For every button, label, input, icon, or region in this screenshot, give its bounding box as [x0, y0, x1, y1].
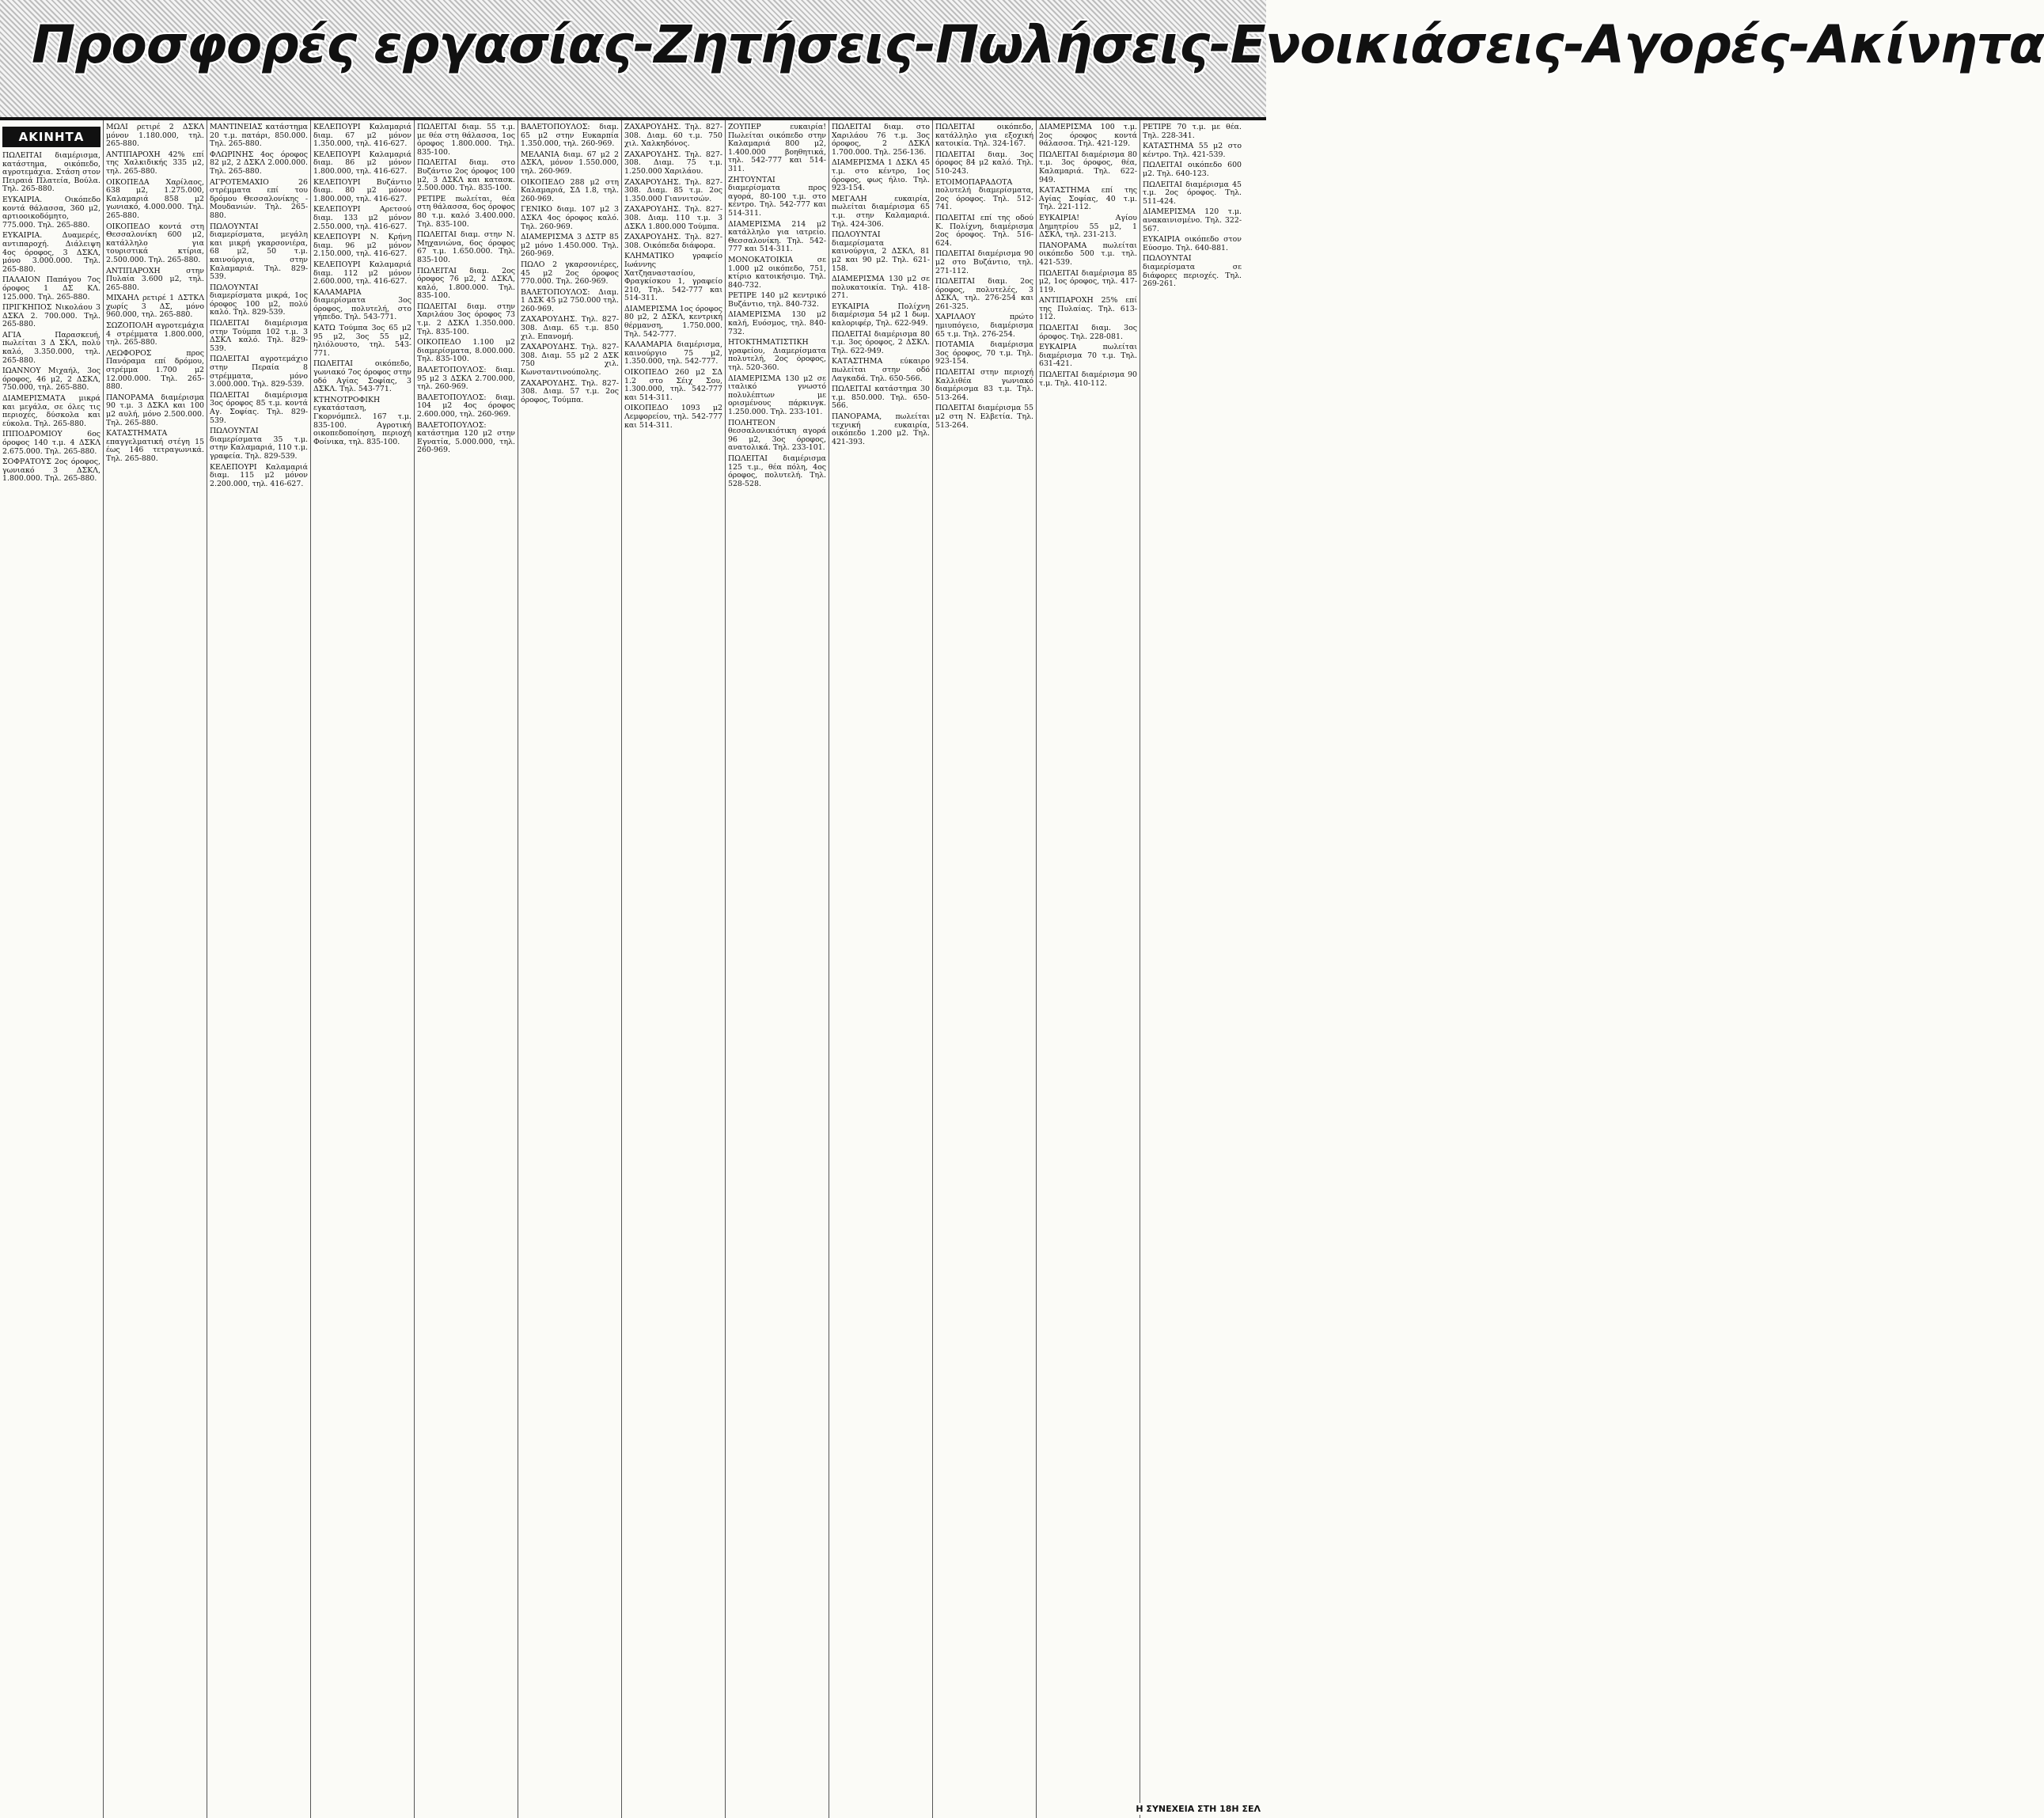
classified-ad: ΠΩΛΕΙΤΑΙ διαμέρισμα 80 τ.μ. 3ος όροφος, θέα, Καλαμαριά. Τηλ. 622-949.: [1039, 150, 1137, 184]
classified-ad: ΠΩΛΕΙΤΑΙ επί της οδού Κ. Πολίχνη, διαμέρισμα 2ος όροφος. Τηλ. 516-624.: [935, 213, 1033, 248]
classified-ad: ΚΕΛΕΠΟΥΡΙ Καλαμαριά διαμ. 67 μ2 μόνον 1.350.000, τηλ. 416-627.: [313, 123, 411, 149]
banner-title: Προσφορές εργασίας-Ζητήσεις-Πωλήσεις-Ενοικιάσεις-Αγορές-Ακίνητα: [32, 14, 2044, 75]
classified-ad: ΕΤΟΙΜΟΠΑΡΑΔΟΤΑ πολυτελή διαμερίσματα, 2ος όροφος. Τηλ. 512-741.: [935, 177, 1033, 212]
classified-ad: ΖΗΤΟΥΝΤΑΙ διαμερίσματα προς αγορά, 80-100 τ.μ. στο κέντρο. Τηλ. 542-777 και 514-311.: [728, 175, 826, 218]
classified-ad: ΕΥΚΑΙΡΙΑ. Δυαμερές, αντιπαροχή. Διάλειψη 4ος όροφος, 3 ΔΣΚΛ, μόνο 3.000.000. Τηλ. 265-880.: [2, 231, 100, 274]
classified-ad: ΖΑΧΑΡΟΥΔΗΣ. Τηλ. 827-308. Διαμ. 110 τ.μ. 3 ΔΣΚΛ 1.800.000 Τούμπα.: [624, 205, 722, 231]
classified-ad: ΟΙΚΟΠΕΔΟ 1093 μ2 Λεμφορείου, τηλ. 542-777 και 514-311.: [624, 404, 722, 430]
classified-ad: ΟΙΚΟΠΕΔΟ 260 μ2 ΣΔ 1.2 στο Σέιχ Σου, 1.300.000, τηλ. 542-777 και 514-311.: [624, 368, 722, 402]
classified-ad: ΠΩΛΕΙΤΑΙ οικόπεδο, κατάλληλο για εξοχική κατοικία. Τηλ. 324-167.: [935, 123, 1033, 149]
classified-ad: ΠΩΛΟΥΝΤΑΙ διαμερίσματα σε διάφορες περιοχές. Τηλ. 269-261.: [1143, 254, 1242, 289]
classified-ad: ΚΑΤΑΣΤΗΜΑ 55 μ2 στο κέντρο. Τηλ. 421-539.: [1143, 142, 1242, 159]
classified-ad: ΚΕΛΕΠΟΥΡΙ Ν. Κρήνη διαμ. 96 μ2 μόνον 2.150.000, τηλ. 416-627.: [313, 233, 411, 259]
classified-ad: ΑΓΡΟΤΕΜΑΧΙΟ 26 στρέμματα επί του δρόμου Θεσσαλονίκης - Μουδανιών. Τηλ. 265-880.: [210, 177, 308, 220]
classified-ad: ΠΩΛΕΙΤΑΙ διαμ. 55 τ.μ. με θέα στη θάλασσα, 1ος όροφος 1.800.000. Τηλ. 835-100.: [417, 123, 515, 157]
classified-ad: ΠΟΛΗΤΕΟΝ θεσσαλονικιότικη αγορά 96 μ2, 3ος όροφος, ανατολικά. Τηλ. 233-101.: [728, 418, 826, 453]
classified-ad: ΠΩΛΟΥΝΤΑΙ διαμερίσματα μικρά, 1ος όροφος 100 μ2, πολύ καλό. Τηλ. 829-539.: [210, 283, 308, 317]
column-12: [1140, 120, 1244, 1818]
classified-ad: ΡΕΤΙΡΕ 140 μ2 κεντρικό Βυζάντιο, τηλ. 840-732.: [728, 291, 826, 309]
classified-ad: ΙΩΑΝΝΟΥ Μιχαήλ, 3ος όροφος, 46 μ2, 2 ΔΣΚΛ, 750.000, τηλ. 265-880.: [2, 366, 100, 393]
continuation-note: Η ΣΥΝΕΧΕΙΑ ΣΤΗ 18Η ΣΕΛ: [1133, 1803, 1263, 1815]
classified-ad: ΠΩΛΕΙΤΑΙ διαμ. στην Ν. Μηχανιώνα, 6ος όροφος 67 τ.μ. 1.650.000. Τηλ. 835-100.: [417, 230, 515, 264]
classified-ad: ΚΕΛΕΠΟΥΡΙ Καλαμαριά διαμ. 115 μ2 μόνον 2.200.000, τηλ. 416-627.: [210, 462, 308, 488]
classified-ad: ΡΕΤΙΡΕ 70 τ.μ. με θέα. Τηλ. 228-341.: [1143, 123, 1242, 140]
classified-ad: ΠΑΝΟΡΑΜΑ πωλείται οικόπεδο 500 τ.μ. τηλ. 421-539.: [1039, 241, 1137, 267]
classified-ad: ΓΕΝΙΚΟ διαμ. 107 μ2 3 ΔΣΚΛ 4ος όροφος καλό. Τηλ. 260-969.: [521, 205, 619, 231]
classified-ad: ΠΩΛΕΙΤΑΙ διαμέρισμα 55 μ2 στη Ν. Ελβετία. Τηλ. 513-264.: [935, 404, 1033, 430]
classified-ad: ΕΥΚΑΙΡΙΑ οικόπεδο στον Εύοσμο. Τηλ. 640-881.: [1143, 235, 1242, 252]
classified-ad: ΔΙΑΜΕΡΙΣΜΑ 130 μ2 σε ιταλικό γνωστό πολυλέπτων με ορισμένους πάρκινγκ. 1.250.000. Τηλ. 233-101.: [728, 374, 826, 416]
classified-ad: ΠΩΛΕΙΤΑΙ οικόπεδο 600 μ2. Τηλ. 640-123.: [1143, 161, 1242, 178]
column-2: [104, 120, 207, 1818]
classified-ad: ΚΑΤΩ Τούμπα 3ος 65 μ2 95 μ2, 3ος 55 μ2, ηλιόλουστο, τηλ. 543-771.: [313, 324, 411, 358]
classified-ad: ΠΩΛΕΙΤΑΙ διαμ. 2ος όροφος, πολυτελές, 3 ΔΣΚΛ, τηλ. 276-254 και 261-325.: [935, 277, 1033, 311]
column-4: [311, 120, 415, 1818]
classified-ad: ΠΟΤΑΜΙΑ διαμέρισμα 3ος όροφος, 70 τ.μ. Τηλ. 923-154.: [935, 340, 1033, 366]
classified-ad: ΕΥΚΑΙΡΙΑ Πολίχνη διαμέρισμα 54 μ2 1 δωμ. καλοριφέρ, Τηλ. 622-949.: [832, 302, 930, 328]
classified-ad: ΑΝΤΙΠΑΡΟΧΗ 42% επί της Χαλκιδικής 335 μ2, τηλ. 265-880.: [106, 150, 204, 176]
classified-ad: ΚΕΛΕΠΟΥΡΙ Καλαμαριά διαμ. 86 μ2 μόνον 1.800.000, τηλ. 416-627.: [313, 150, 411, 176]
classified-ad: ΚΤΗΝΟΤΡΟΦΙΚΗ εγκατάσταση, Γκορνόμπελ. 167 τ.μ. 835-100. Αγροτική οικοπεδοποίηση, περιοχή Φοίνικα, τηλ. 835-100.: [313, 395, 411, 446]
classified-ad: ΟΙΚΟΠΕΔΟ 288 μ2 στη Καλαμαριά, ΣΔ 1.8, τηλ. 260-969.: [521, 177, 619, 203]
classified-ad: ΖΑΧΑΡΟΥΔΗΣ. Τηλ. 827-308. Διαμ. 75 τ.μ. 1.250.000 Χαριλάου.: [624, 150, 722, 176]
classified-ad: ΔΙΑΜΕΡΙΣΜΑ 130 μ2 καλή, Ευόσμος, τηλ. 840-732.: [728, 310, 826, 336]
classified-ad: ΑΓΙΑ Παρασκευή, πωλείται 3 Δ ΣΚΛ, πολύ καλό, 3.350.000, τηλ. 265-880.: [2, 330, 100, 365]
classified-ad: ΠΩΛΕΙΤΑΙ διαμέρισμα 45 τ.μ. 2ος όροφος. Τηλ. 511-424.: [1143, 180, 1242, 206]
classified-ad: ΒΑΛΕΤΟΠΟΥΛΟΣ: κατάστημα 120 μ2 στην Εγνατία, 5.000.000, τηλ. 260-969.: [417, 420, 515, 455]
classified-ad: ΣΟΦΡΑΤΟΥΣ 2ος όροφος, γωνιακό 3 ΔΣΚΛ, 1.800.000. Τηλ. 265-880.: [2, 457, 100, 484]
classified-ad: ΒΑΛΕΤΟΠΟΥΛΟΣ: διαμ. 104 μ2 4ος όροφος 2.600.000, τηλ. 260-969.: [417, 393, 515, 419]
classified-ad: ΖΑΧΑΡΟΥΔΗΣ. Τηλ. 827-308. Οικόπεδα διάφορα.: [624, 233, 722, 250]
classified-ad: ΠΩΛΕΙΤΑΙ διαμ. 2ος όροφος 76 μ2, 2 ΔΣΚΛ, καλό, 1.800.000. Τηλ. 835-100.: [417, 266, 515, 301]
classified-ad: ΟΙΚΟΠΕΔΟ κοντά στη Θεσσαλονίκη 600 μ2, κατάλληλο για τουριστικά κτίρια, 2.500.000. Τηλ. 265-880.: [106, 222, 204, 264]
column-11: [1037, 120, 1140, 1818]
classified-ad: ΔΙΑΜΕΡΙΣΜΑ 214 μ2 κατάλληλο για ιατρείο. Θεσσαλονίκη. Τηλ. 542-777 και 514-311.: [728, 219, 826, 254]
classified-ad: ΔΙΑΜΕΡΙΣΜΑ 1 ΔΣΚΛ 45 τ.μ. στο κέντρο, 1ος όροφος, φως ήλιο. Τηλ. 923-154.: [832, 158, 930, 193]
classified-ad: ΠΩΛΕΙΤΑΙ αγροτεμάχιο στην Περαία 8 στρέμματα, μόνο 3.000.000. Τηλ. 829-539.: [210, 355, 308, 389]
classified-ad: ΚΑΛΑΜΑΡΙΑ διαμερίσματα 3ος όροφος, πολυτελή, στο γήπεδο. Τηλ. 543-771.: [313, 287, 411, 322]
classified-ad: ΗΤΟΚΤΗΜΑΤΙΣΤΙΚΗ γραφείου, Διαμερίσματα πολυτελή, 2ος όροφος, τηλ. 520-360.: [728, 338, 826, 373]
classified-ad: ΖΑΧΑΡΟΥΔΗΣ. Τηλ. 827-308. Διαμ. 60 τ.μ. 750 χιλ. Χαλκηδόνος.: [624, 123, 722, 149]
column-9: [829, 120, 933, 1818]
classified-ad: ΡΕΤΙΡΕ πωλείται, θέα στη θάλασσα, 6ος όροφος 80 τ.μ. καλό 3.400.000. Τηλ. 835-100.: [417, 194, 515, 229]
classified-ad: ΠΑΛΑΙΟΝ Παπάγου 7ος όροφος 1 ΔΣ ΚΛ. 125.000. Τηλ. 265-880.: [2, 275, 100, 302]
classified-ad: ΔΙΑΜΕΡΙΣΜΑΤΑ μικρά και μεγάλα, σε όλες τις περιοχές, δύσκολα και εύκολα. Τηλ. 265-880.: [2, 394, 100, 428]
classified-ad: ΠΩΛΟΥΝΤΑΙ διαμερίσματα, μεγάλη και μικρή γκαρσονιέρα, 68 μ2, 50 τ.μ. καινούργια, στην Καλαμαριά. Τηλ. 829-539.: [210, 222, 308, 282]
classified-ad: ΕΥΚΑΙΡΙΑ! Αγίου Δημητρίου 55 μ2, 1 ΔΣΚΛ, τηλ. 231-213.: [1039, 213, 1137, 240]
classified-ad: ΔΙΑΜΕΡΙΣΜΑ 1ος όροφος 80 μ2, 2 ΔΣΚΛ, κεντρική θέρμανση, 1.750.000. Τηλ. 542-777.: [624, 304, 722, 339]
classified-ad: ΖΑΧΑΡΟΥΔΗΣ. Τηλ. 827-308. Διαμ. 85 τ.μ. 2ος 1.350.000 Γιαννιτσών.: [624, 177, 722, 203]
classified-ad: ΟΙΚΟΠΕΔΑ Χαρίλαος, 638 μ2, 1.275.000, Καλαμαριά 858 μ2 γωνιακό, 4.000.000. Τηλ. 265-880.: [106, 177, 204, 220]
classified-ad: ΔΙΑΜΕΡΙΣΜΑ 120 τ.μ. ανακαινισμένο. Τηλ. 322-567.: [1143, 207, 1242, 233]
classified-ad: ΜΑΝΤΙΝΕΙΑΣ κατάστημα 20 τ.μ. πατάρι, 850.000. Τηλ. 265-880.: [210, 123, 308, 149]
classified-ad: ΠΩΛΟ 2 γκαρσονιέρες, 45 μ2 2ος όροφος 770.000. Τηλ. 260-969.: [521, 260, 619, 287]
classified-ad: ΕΥΚΑΙΡΙΑ πωλείται διαμέρισμα 70 τ.μ. Τηλ. 631-421.: [1039, 343, 1137, 369]
classified-ad: ΦΛΩΡΙΝΗΣ 4ος όροφος 82 μ2, 2 ΔΣΚΛ 2.000.000. Τηλ. 265-880.: [210, 150, 308, 176]
classified-ad: ΠΩΛΕΙΤΑΙ οικόπεδο, γωνιακό 7ος όροφος στην οδό Αγίας Σοφίας, 3 ΔΣΚΛ. Τηλ. 543-771.: [313, 359, 411, 394]
classified-ad: ΠΩΛΕΙΤΑΙ διαμ. στην Χαριλάου 3ος όροφος 73 τ.μ. 2 ΔΣΚΛ 1.350.000. Τηλ. 835-100.: [417, 302, 515, 336]
column-6: [518, 120, 622, 1818]
classified-ad: ΚΑΛΑΜΑΡΙΑ διαμέρισμα, καινούργιο 75 μ2, 1.350.000, τηλ. 542-777.: [624, 340, 722, 366]
classified-ad: ΠΩΛΕΙΤΑΙ κατάστημα 30 τ.μ. 850.000. Τηλ. 650-566.: [832, 385, 930, 411]
classified-ad: ΠΩΛΕΙΤΑΙ διαμ. 3ος όροφος. Τηλ. 228-081.: [1039, 324, 1137, 341]
classified-ad: ΑΝΤΙΠΑΡΟΧΗ στην Πυλαία 3.600 μ2, τηλ. 265-880.: [106, 266, 204, 292]
classified-ad: ΠΩΛΕΙΤΑΙ διαμέρισμα 3ος όροφος 85 τ.μ. κοντά Αγ. Σοφίας. Τηλ. 829-539.: [210, 390, 308, 425]
column-10: [933, 120, 1037, 1818]
classified-ad: ΖΑΧΑΡΟΥΔΗΣ. Τηλ. 827-308. Διαμ. 57 τ.μ. 2ος όροφος, Τούμπα.: [521, 378, 619, 404]
classified-ad: ΒΑΛΕΤΟΠΟΥΛΟΣ: διαμ. 95 μ2 3 ΔΣΚΛ 2.700.000, τηλ. 260-969.: [417, 366, 515, 392]
classified-ad: ΒΑΛΕΤΟΠΟΥΛΟΣ: Διαμ. 1 ΔΣΚ 45 μ2 750.000 τηλ. 260-969.: [521, 287, 619, 313]
classified-ad: ΠΡΙΓΚΗΠΟΣ Νικολάου 3 ΔΣΚΛ 2. 700.000. Τηλ. 265-880.: [2, 303, 100, 329]
column-1: [0, 120, 104, 1818]
classified-ad: ΚΑΤΑΣΤΗΜΑ εύκαιρο πωλείται στην οδό Λαγκαδά. Τηλ. 650-566.: [832, 357, 930, 383]
page-banner: [0, 0, 2044, 120]
classified-ad: ΧΑΡΙΛΑΟΥ πρώτο ημιυπόγειο, διαμέρισμα 65 τ.μ. Τηλ. 276-254.: [935, 313, 1033, 339]
classified-ad: ΣΩΖΟΠΟΛΗ αγροτεμάχια 4 στρέμματα 1.800.000, τηλ. 265-880.: [106, 321, 204, 347]
classified-ad: ΖΑΧΑΡΟΥΔΗΣ. Τηλ. 827-308. Διαμ. 55 μ2 2 ΔΣΚ 750 χιλ. Κωνσταντινούπολης.: [521, 343, 619, 378]
classified-ad: ΙΠΠΟΔΡΟΜΙΟΥ 6ος όροφος 140 τ.μ. 4 ΔΣΚΛ 2.675.000. Τηλ. 265-880.: [2, 430, 100, 456]
classified-ad: ΛΕΩΦΟΡΟΣ προς Πανόραμα επί δρόμου, στρέμμα 1.700 μ2 12.000.000. Τηλ. 265-880.: [106, 348, 204, 392]
classified-ad: ΔΙΑΜΕΡΙΣΜΑ 3 ΔΣΤΡ 85 μ2 μόνο 1.450.000. Τηλ. 260-969.: [521, 233, 619, 259]
classified-ad: ΒΑΛΕΤΟΠΟΥΛΟΣ: διαμ. 65 μ2 στην Ευκαρπία 1.350.000, τηλ. 260-969.: [521, 123, 619, 149]
classified-ad: ΕΥΚΑΙΡΙΑ. Οικόπεδο κοντά θάλασσα, 360 μ2, αρτιοοικοδόμητο, 775.000. Τηλ. 265-880.: [2, 195, 100, 230]
section-heading-akinita: ΑΚΙΝΗΤΑ: [2, 127, 100, 147]
classified-ad: ΠΑΝΟΡΑΜΑ διαμέρισμα 90 τ.μ. 3 ΔΣΚΛ και 100 μ2 αυλή, μόνο 2.500.000. Τηλ. 265-880.: [106, 393, 204, 427]
classified-ad: ΜΕΛΑΝΙΑ διαμ. 67 μ2 2 ΔΣΚΛ, μόνον 1.550.000, τηλ. 260-969.: [521, 150, 619, 176]
classified-ad: ΠΩΛΕΙΤΑΙ διαμ. στο Χαριλάου 76 τ.μ. 3ος όροφος, 2 ΔΣΚΛ 1.700.000. Τηλ. 256-136.: [832, 123, 930, 157]
classified-ad: ΚΑΤΑΣΤΗΜΑ επί της Αγίας Σοφίας, 40 τ.μ. Τηλ. 221-112.: [1039, 186, 1137, 212]
classified-ad: ΠΩΛΕΙΤΑΙ διαμέρισμα 90 τ.μ. Τηλ. 410-112.: [1039, 370, 1137, 388]
classified-ad: ΜΕΓΑΛΗ ευκαιρία, πωλείται διαμέρισμα 65 τ.μ. στην Καλαμαριά. Τηλ. 424-306.: [832, 194, 930, 229]
classified-ad: ΟΙΚΟΠΕΔΟ 1.100 μ2 διαμερίσματα, 8.000.000. Τηλ. 835-100.: [417, 338, 515, 364]
column-7: [622, 120, 726, 1818]
classified-ad: ΜΙΧΑΗΛ ρετιρέ 1 ΔΣΤΚΛ χωρίς 3 ΔΣ, μόνο 960.000, τηλ. 265-880.: [106, 294, 204, 320]
classified-ad: ΠΩΛΟΥΝΤΑΙ διαμερίσματα καινούργια, 2 ΔΣΚΛ, 81 μ2 και 90 μ2. Τηλ. 621-158.: [832, 230, 930, 273]
classified-ad: ΚΛΗΜΑΤΙΚΟ γραφείο Ιωάννης Χατζηαναστασίου, Φραγκίσκου 1, γραφείο 210, Τηλ. 542-777 και 514-311.: [624, 252, 722, 303]
classified-ad: ΠΩΛΟΥΝΤΑΙ διαμερίσματα 35 τ.μ. στην Καλαμαριά, 110 τ.μ. γραφεία. Τηλ. 829-539.: [210, 427, 308, 461]
classified-ad: ΖΑΧΑΡΟΥΔΗΣ. Τηλ. 827-308. Διαμ. 65 τ.μ. 850 χιλ. Επανομή.: [521, 315, 619, 341]
classified-ad: ΠΩΛΕΙΤΑΙ διαμέρισμα 125 τ.μ., θέα πόλη, 4ος όροφος, πολυτελή. Τηλ. 528-528.: [728, 454, 826, 488]
classified-ad: ΠΩΛΕΙΤΑΙ στην περιοχή Καλλιθέα γωνιακό διαμέρισμα 83 τ.μ. Τηλ. 513-264.: [935, 368, 1033, 402]
classified-ad: ΖΟΥΠΕΡ ευκαιρία! Πωλείται οικόπεδο στην Καλαμαριά 800 μ2, 1.400.000 βοηθητικά, τηλ. 542-777 και 514-311.: [728, 123, 826, 173]
classified-ad: ΚΕΛΕΠΟΥΡΙ Βυζάντιο διαμ. 80 μ2 μόνον 1.800.000, τηλ. 416-627.: [313, 177, 411, 203]
classified-ad: ΜΟΝΟΚΑΤΟΙΚΙΑ σε 1.000 μ2 οικόπεδο, 751, κτίριο κατοικήσιμο. Τηλ. 840-732.: [728, 255, 826, 290]
classified-ad: ΠΩΛΕΙΤΑΙ διαμέρισμα, κατάστημα, οικόπεδο, αγροτεμάχια. Στάση στον Πειραιά Πλατεία, Βούλα. Τηλ. 265-880.: [2, 151, 100, 194]
classified-ad: ΚΑΤΑΣΤΗΜΑΤΑ επαγγελματική στέγη 15 έως 146 τετραγωνικά. Τηλ. 265-880.: [106, 429, 204, 463]
classified-ad: ΠΩΛΕΙΤΑΙ διαμέρισμα στην Τούμπα 102 τ.μ. 3 ΔΣΚΛ καλό. Τηλ. 829-539.: [210, 319, 308, 353]
classified-ad: ΠΩΛΕΙΤΑΙ διαμέρισμα 90 μ2 στο Βυζάντιο, τηλ. 271-112.: [935, 249, 1033, 275]
classified-ad: ΠΩΛΕΙΤΑΙ διαμ. στο Βυζάντιο 2ος όροφος 100 μ2, 3 ΔΣΚΛ και κατασκ. 2.500.000. Τηλ. 835-100.: [417, 158, 515, 193]
classified-ad: ΠΩΛΕΙΤΑΙ διαμέρισμα 85 μ2, 1ος όροφος, τηλ. 417-119.: [1039, 268, 1137, 294]
classified-ad: ΜΩΛΙ ρετιρέ 2 ΔΣΚΛ μόνον 1.180.000, τηλ. 265-880.: [106, 123, 204, 149]
column-5: [415, 120, 518, 1818]
column-8: [726, 120, 829, 1818]
classified-ad: ΔΙΑΜΕΡΙΣΜΑ 130 μ2 σε πολυκατοικία. Τηλ. 418-271.: [832, 275, 930, 301]
classified-ad: ΚΕΛΕΠΟΥΡΙ Αρετσού διαμ. 133 μ2 μόνον 2.550.000, τηλ. 416-627.: [313, 205, 411, 231]
classified-ad: ΠΑΝΟΡΑΜΑ, πωλείται τεχνική ευκαιρία, οικόπεδο 1.200 μ2. Τηλ. 421-393.: [832, 412, 930, 446]
classified-columns: [0, 120, 1266, 1818]
classified-ad: ΔΙΑΜΕΡΙΣΜΑ 100 τ.μ. 2ος όροφος κοντά θάλασσα. Τηλ. 421-129.: [1039, 123, 1137, 149]
classified-ad: ΑΝΤΙΠΑΡΟΧΗ 25% επί της Πυλαίας. Τηλ. 613-112.: [1039, 296, 1137, 322]
classified-ad: ΠΩΛΕΙΤΑΙ διαμ. 3ος όροφος 84 μ2 καλό. Τηλ. 510-243.: [935, 150, 1033, 176]
classified-ad: ΠΩΛΕΙΤΑΙ διαμέρισμα 80 τ.μ. 3ος όροφος, 2 ΔΣΚΛ. Τηλ. 622-949.: [832, 329, 930, 355]
column-3: [207, 120, 311, 1818]
classified-ad: ΚΕΛΕΠΟΥΡΙ Καλαμαριά διαμ. 112 μ2 μόνον 2.600.000, τηλ. 416-627.: [313, 260, 411, 287]
